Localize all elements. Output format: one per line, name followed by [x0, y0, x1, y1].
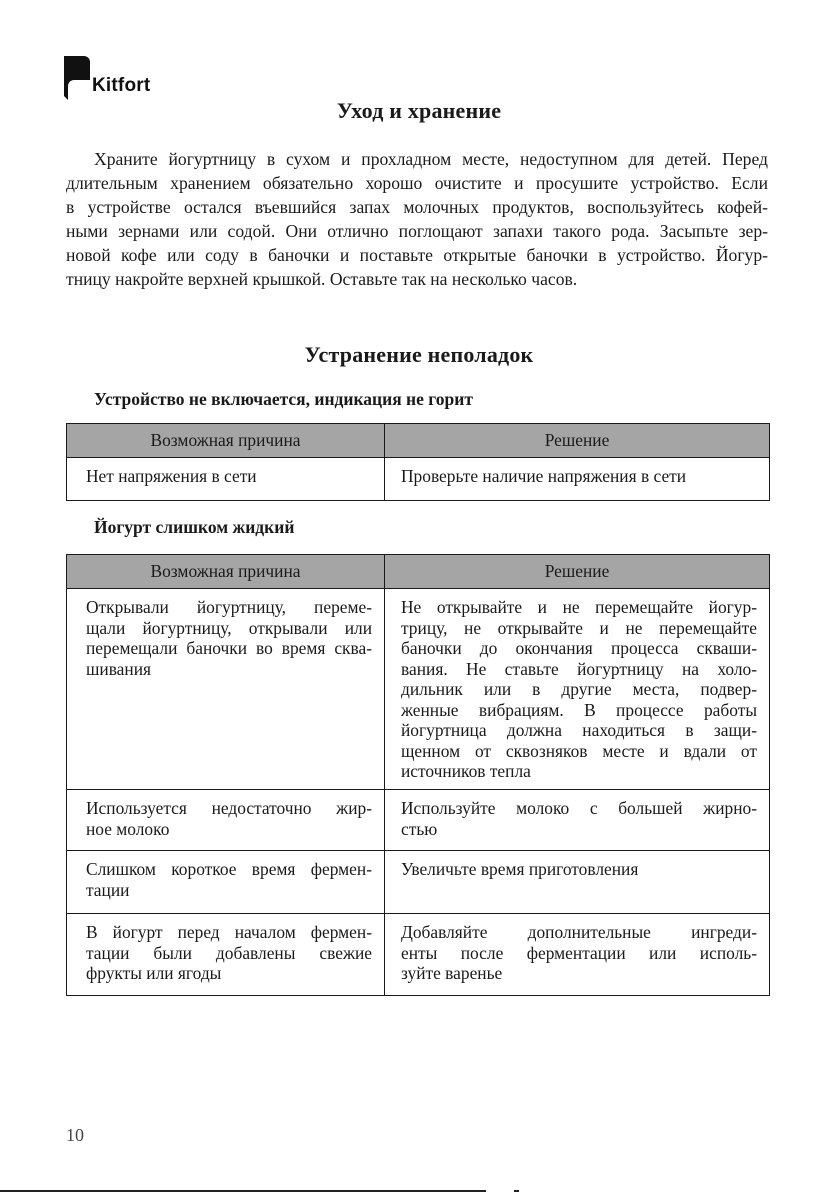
solution-line: Добавляйте дополнительные ингреди- [401, 922, 757, 942]
solution-line: йогуртница должна находиться в защи- [401, 720, 757, 740]
cause-cell [67, 851, 385, 914]
column-header-solution: Решение [385, 555, 770, 589]
solution-cell [385, 914, 770, 996]
footer-mark [514, 1190, 519, 1192]
care-paragraph [66, 147, 768, 291]
solution-line: источников тепла [401, 761, 531, 781]
solution-line: стью [401, 818, 438, 839]
cause-line: ное молоко [86, 818, 170, 839]
solution-line: дильник или в другие места, подвер- [401, 679, 757, 699]
cause-cell [67, 914, 385, 996]
column-header-cause: Возможная причина [67, 424, 385, 458]
solution-line: Проверьте наличие напряжения в сети [401, 466, 687, 486]
solution-cell [385, 589, 770, 790]
troubleshooting-title: Устранение неполадок [304, 342, 534, 367]
troubleshooting-table-yogurt-too-liquid [66, 554, 770, 996]
cause-line: щали йогуртницу, открывали или [86, 617, 372, 638]
cause-line: тации были добавлены свежие [86, 942, 372, 963]
cause-line: тации [86, 879, 130, 900]
care-paragraph-line: тницу накройте верхней крышкой. Оставьте так на несколько часов. [66, 269, 578, 289]
care-paragraph-line: новой кофе или соду в баночки и поставьте открытые баночки в устройство. Йогур- [66, 245, 768, 265]
solution-cell [385, 790, 770, 851]
care-paragraph-line: ными зернами или содой. Они отлично поглощают запахи такого рода. Засыпьте зер- [66, 221, 768, 241]
solution-line: женные вибрациям. В процессе работы [401, 699, 757, 720]
table-header-row [67, 424, 770, 458]
solution-line: Увеличьте время приготовления [401, 859, 639, 879]
troubleshooting-table-no-power [66, 423, 770, 501]
table-row [67, 851, 770, 914]
brand-logo [64, 50, 150, 100]
page-number: 10 [66, 1125, 84, 1145]
table-row [67, 914, 770, 996]
cause-cell [67, 458, 385, 501]
care-paragraph-line: в устройстве остался въевшийся запах молочных продуктов, воспользуйтесь кофей- [66, 197, 768, 217]
table-row [67, 458, 770, 501]
care-paragraph-line: длительным хранением обязательно хорошо очистите и просушите устройство. Если [66, 173, 768, 193]
table-header-row [67, 555, 770, 589]
column-header-solution: Решение [385, 424, 770, 458]
table-row [67, 589, 770, 790]
solution-line: трицу, не открывайте и не перемещайте [401, 617, 757, 638]
column-header-cause: Возможная причина [67, 555, 385, 589]
cause-line: перемещали баночки во время сква- [86, 638, 372, 658]
care-paragraph-line: Храните йогуртницу в сухом и прохладном месте, недоступном для детей. Перед [94, 149, 768, 169]
solution-cell [385, 458, 770, 501]
section-heading-yogurt-too-liquid: Йогурт слишком жидкий [94, 517, 295, 537]
solution-line: щенном от сквозняков месте и вдали от [401, 740, 757, 761]
solution-line: баночки до окончания процесса скваши- [401, 638, 757, 658]
kitfort-logo-icon [64, 56, 90, 100]
cause-line: В йогурт перед началом фермен- [86, 922, 372, 942]
cause-line: Нет напряжения в сети [86, 466, 257, 486]
solution-line: енты после ферментации или исполь- [401, 942, 757, 963]
table-row [67, 790, 770, 851]
cause-cell [67, 589, 385, 790]
cause-line: Слишком короткое время фермен- [86, 859, 372, 879]
brand-logo-text: Kitfort [92, 75, 151, 96]
footer-rule [0, 1190, 486, 1192]
solution-line: вания. Не ставьте йогуртницу на холо- [401, 658, 757, 679]
cause-line: фрукты или ягоды [86, 963, 222, 983]
solution-line: Не открывайте и не перемещайте йогур- [401, 597, 757, 617]
cause-cell [67, 790, 385, 851]
cause-line: шивания [86, 658, 152, 679]
cause-line: Используется недостаточно жир- [86, 798, 372, 818]
cause-line: Открывали йогуртницу, переме- [86, 597, 372, 617]
solution-cell [385, 851, 770, 914]
section-heading-no-power: Устройство не включается, индикация не горит [94, 389, 473, 409]
solution-line: зуйте варенье [401, 963, 503, 983]
solution-line: Используйте молоко с большей жирно- [401, 798, 757, 818]
care-title: Уход и хранение [336, 98, 502, 123]
